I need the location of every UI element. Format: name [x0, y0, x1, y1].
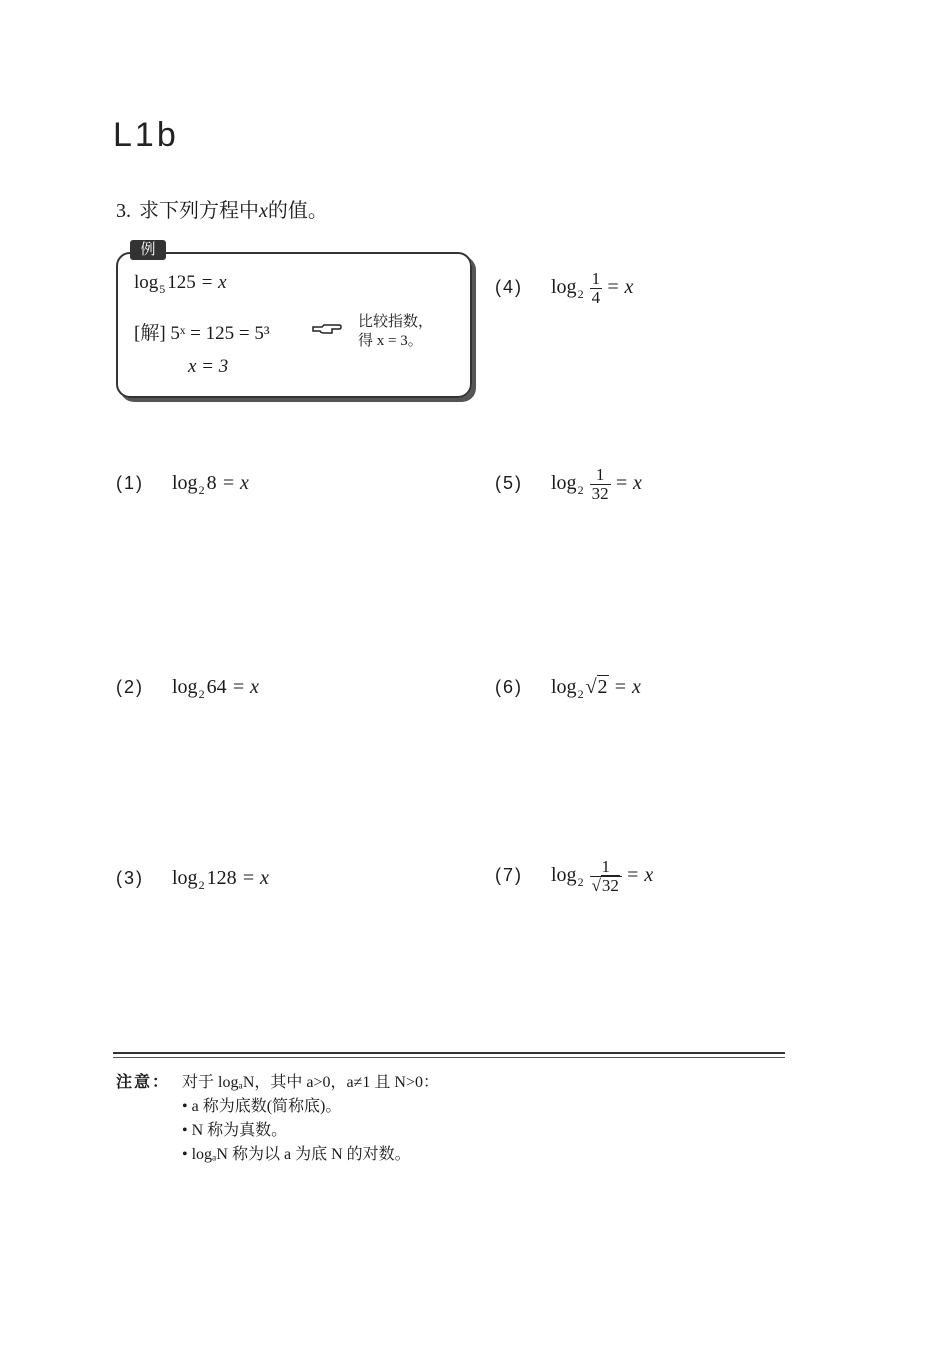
notes-head: 注意： [116, 1074, 171, 1091]
example-solution-eq: 5ˣ = 125 = 5³ [170, 323, 270, 344]
problem-log: log [172, 472, 198, 494]
example-log: log [134, 272, 159, 293]
problem-2 [116, 676, 259, 699]
problem-label: (4) [495, 277, 523, 298]
problem-log: log [551, 676, 577, 698]
fraction-numerator: 1 [591, 269, 601, 288]
fraction-denominator: 4 [591, 288, 601, 307]
question-text-before: 求下列方程中 [139, 200, 259, 222]
problem-rhs: = x [231, 676, 259, 698]
problem-log: log [172, 867, 198, 889]
example-result: x = 3 [188, 356, 229, 377]
example-tag: 例 [130, 240, 166, 260]
problem-base: 2 [577, 287, 584, 302]
problem-fraction [590, 858, 622, 895]
problem-log: log [551, 472, 577, 495]
problem-rhs: = x [613, 676, 641, 698]
fraction-denominator [590, 877, 622, 895]
problem-base: 2 [577, 687, 584, 701]
page-header-label: L1b [113, 116, 179, 154]
example-base: 5 [159, 282, 166, 296]
problem-1 [116, 472, 249, 495]
fraction-numerator: 1 [590, 858, 622, 877]
problem-5 [495, 466, 642, 503]
problem-log: log [172, 676, 198, 698]
question-var: x [259, 200, 268, 222]
radicand: 2 [597, 676, 608, 698]
pointing-hand-icon [312, 321, 342, 337]
example-solution [134, 318, 270, 345]
question-text-after: 的值。 [267, 200, 328, 222]
radical-sign: √ [585, 676, 597, 698]
fraction-denominator: 32 [591, 484, 609, 503]
problem-6 [495, 676, 641, 699]
radical-sign: √ [591, 876, 601, 895]
example-note [358, 313, 433, 351]
question-title [116, 194, 328, 223]
problem-4 [495, 270, 633, 307]
notes-bullet: • logₐN 称为以 a 为底 N 的对数。 [182, 1146, 411, 1163]
example-equation [134, 272, 227, 294]
problem-radical [586, 676, 609, 699]
problem-3 [116, 867, 269, 890]
notes-divider-thin [113, 1057, 785, 1058]
problem-arg: 8 [206, 472, 217, 494]
problem-base: 2 [198, 878, 205, 892]
problem-base: 2 [577, 483, 584, 498]
problem-rhs: = x [606, 276, 634, 299]
example-solution-label: [解] [134, 323, 166, 344]
problem-fraction [590, 270, 603, 307]
example-rhs: = x [200, 272, 227, 293]
problem-rhs: = x [241, 867, 269, 889]
problem-base: 2 [198, 687, 205, 701]
notes-intro: 对于 logₐN，其中 a>0，a≠1 且 N>0： [182, 1074, 439, 1091]
problem-log: log [551, 276, 577, 299]
problem-rhs: = x [221, 472, 249, 494]
problem-base: 2 [577, 875, 584, 890]
problem-fraction [590, 466, 611, 503]
radicand: 32 [601, 876, 619, 895]
question-number: 3. [116, 200, 131, 222]
notes-bullet: • N 称为真数。 [182, 1122, 288, 1139]
problem-rhs: = x [625, 864, 654, 887]
notes-bullet: • a 称为底数(简称底)。 [182, 1098, 342, 1115]
example-arg: 125 [167, 272, 196, 293]
problem-arg: 128 [206, 867, 237, 889]
problem-log: log [551, 864, 577, 887]
problem-label: (5) [495, 473, 523, 494]
example-note-line2: 得 x = 3。 [358, 333, 423, 349]
problem-rhs: = x [614, 472, 642, 495]
problem-label: (6) [495, 677, 523, 697]
notes-divider-thick [113, 1052, 785, 1054]
problem-arg: 64 [206, 676, 227, 698]
problem-label: (1) [116, 473, 144, 493]
fraction-numerator: 1 [590, 466, 611, 485]
problem-label: (7) [495, 865, 523, 886]
problem-label: (2) [116, 677, 144, 697]
problem-label: (3) [116, 868, 144, 888]
example-note-line1: 比较指数， [358, 314, 434, 330]
problem-base: 2 [198, 483, 205, 497]
problem-7 [495, 858, 653, 895]
notes-section [116, 1071, 439, 1167]
